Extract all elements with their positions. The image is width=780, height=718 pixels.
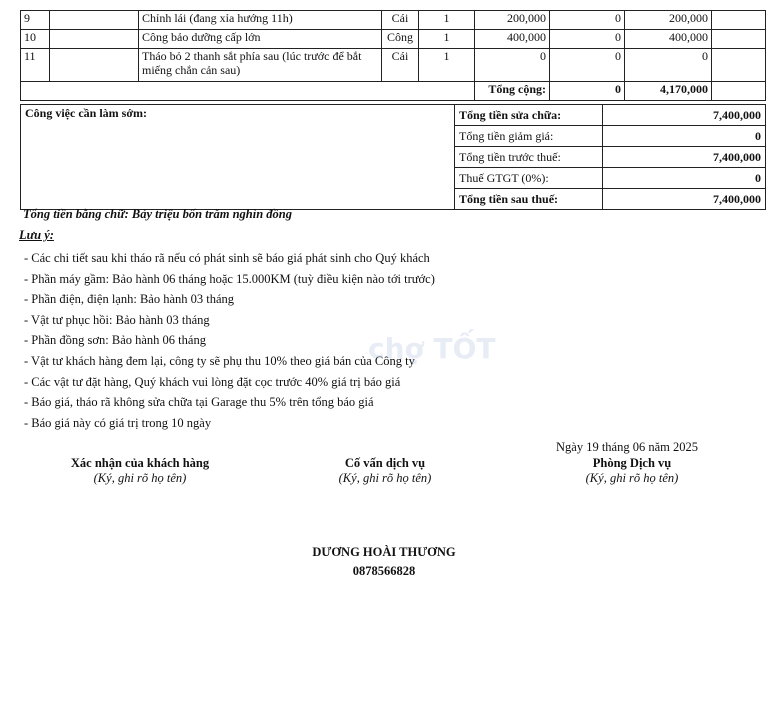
table-row	[21, 49, 766, 82]
item-code	[50, 49, 139, 82]
table-row	[21, 11, 766, 30]
item-desc: Tháo bỏ 2 thanh sắt phía sau (lúc trước để bắt miếng chắn cản sau)	[139, 49, 382, 82]
signature-advisor	[285, 456, 485, 486]
item-unit: Cái	[382, 49, 419, 82]
item-price: 200,000	[475, 11, 550, 30]
summary-label: Tổng tiền trước thuế:	[455, 147, 603, 168]
item-desc: Chỉnh lái (đang xỉa hướng 11h)	[139, 11, 382, 30]
item-discount: 0	[550, 11, 625, 30]
summary-row	[21, 105, 766, 126]
item-code	[50, 30, 139, 49]
item-price: 0	[475, 49, 550, 82]
item-no: 10	[21, 30, 50, 49]
signature-title: Phòng Dịch vụ	[592, 456, 672, 470]
signature-hint: (Ký, ghi rõ họ tên)	[93, 471, 187, 485]
subtotal-label: Tổng cộng:	[475, 82, 550, 101]
note-item: - Các vật tư đặt hàng, Quý khách vui lòng đặt cọc trước 40% giá trị báo giá	[24, 375, 401, 389]
amount-in-words: Tổng tiền bằng chữ: Bảy triệu bốn trăm nghìn đồng	[23, 207, 293, 221]
note-item: - Vật tư khách hàng đem lại, công ty sẽ phụ thu 10% theo giá bán của Công ty	[24, 354, 415, 368]
summary-value: 7,400,000	[603, 147, 766, 168]
item-qty: 1	[419, 11, 475, 30]
summary-value: 7,400,000	[603, 189, 766, 210]
note-item: - Phần điện, điện lạnh: Bảo hành 03 tháng	[24, 292, 235, 306]
signature-service-dept	[532, 456, 732, 486]
items-table	[20, 10, 766, 101]
summary-value: 0	[603, 126, 766, 147]
item-no: 9	[21, 11, 50, 30]
signature-title: Xác nhận của khách hàng	[70, 456, 210, 470]
advisor-name: DƯƠNG HOÀI THƯƠNG	[312, 545, 456, 559]
date-line: Ngày 19 tháng 06 năm 2025	[556, 440, 698, 454]
note-item: - Phần đồng sơn: Bảo hành 06 tháng	[24, 333, 206, 347]
item-discount: 0	[550, 30, 625, 49]
watermark-logo: chợ TỐT	[368, 332, 496, 365]
signature-hint: (Ký, ghi rõ họ tên)	[338, 471, 432, 485]
item-desc: Công bảo dưỡng cấp lớn	[139, 30, 382, 49]
item-unit: Cái	[382, 11, 419, 30]
note-item: - Báo giá, tháo rã không sửa chữa tại Garage thu 5% trên tổng báo giá	[24, 395, 374, 409]
item-price: 400,000	[475, 30, 550, 49]
note-item: - Báo giá này có giá trị trong 10 ngày	[24, 416, 212, 430]
item-discount: 0	[550, 49, 625, 82]
summary-value: 0	[603, 168, 766, 189]
item-qty: 1	[419, 49, 475, 82]
signature-title: Cố vấn dịch vụ	[344, 456, 426, 470]
signature-customer	[40, 456, 240, 486]
subtotal-row	[21, 82, 766, 101]
item-note	[712, 49, 766, 82]
item-no: 11	[21, 49, 50, 82]
summary-label: Tổng tiền sau thuế:	[455, 189, 603, 210]
item-amount: 200,000	[625, 11, 712, 30]
note-item: - Các chi tiết sau khi tháo rã nếu có phát sinh sẽ báo giá phát sinh cho Quý khách	[24, 251, 430, 265]
summary-label: Tổng tiền sửa chữa:	[455, 105, 603, 126]
early-work-label: Công việc cần làm sớm:	[21, 105, 455, 210]
item-amount: 400,000	[625, 30, 712, 49]
note-item: - Phần máy gầm: Bảo hành 06 tháng hoặc 15.000KM (tuỳ điều kiện nào tới trước)	[24, 272, 435, 286]
note-title: Lưu ý:	[19, 228, 54, 242]
summary-label: Thuế GTGT (0%):	[455, 168, 603, 189]
subtotal-amount: 4,170,000	[625, 82, 712, 101]
item-note	[712, 11, 766, 30]
item-code	[50, 11, 139, 30]
item-amount: 0	[625, 49, 712, 82]
advisor-phone: 0878566828	[352, 564, 416, 578]
note-item: - Vật tư phục hồi: Bảo hành 03 tháng	[24, 313, 210, 327]
item-unit: Công	[382, 30, 419, 49]
summary-value: 7,400,000	[603, 105, 766, 126]
item-note	[712, 30, 766, 49]
summary-table	[20, 104, 766, 210]
item-qty: 1	[419, 30, 475, 49]
table-row	[21, 30, 766, 49]
subtotal-discount: 0	[550, 82, 625, 101]
signature-hint: (Ký, ghi rõ họ tên)	[585, 471, 679, 485]
summary-label: Tổng tiền giảm giá:	[455, 126, 603, 147]
